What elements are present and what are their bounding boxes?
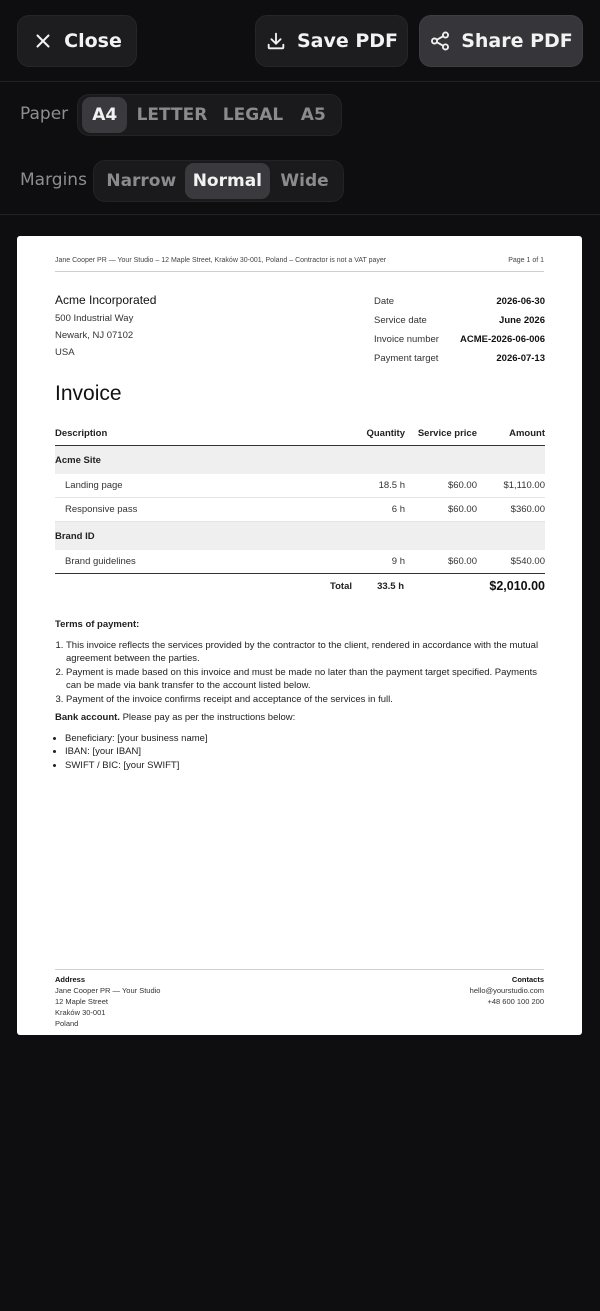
item-amount: $1,110.00 (503, 480, 545, 491)
footer-address-line: Jane Cooper PR — Your Studio (55, 986, 161, 995)
divider (0, 214, 600, 215)
group-header: Acme Site (55, 446, 545, 474)
meta-row-invoice-number (374, 330, 545, 349)
footer-address-title: Address (55, 975, 86, 984)
item-quantity: 6 h (391, 504, 405, 515)
meta-row-service-date (374, 311, 545, 330)
margin-option-narrow[interactable]: Narrow (106, 171, 177, 191)
close-button[interactable] (17, 15, 137, 67)
footer-phone: +48 600 100 200 (487, 997, 544, 1006)
invoice-preview (17, 236, 582, 1035)
table-header (55, 422, 545, 446)
meta-value: ACME-2026-06-006 (459, 334, 545, 345)
paper-size-selector (77, 94, 342, 136)
invoice-meta (374, 292, 545, 368)
footer-address-line: 12 Maple Street (55, 997, 108, 1006)
item-description: Responsive pass (65, 504, 138, 515)
col-amount: Amount (509, 428, 545, 439)
item-description: Landing page (65, 480, 123, 491)
payment-terms (55, 618, 545, 772)
item-price: $60.00 (447, 556, 477, 567)
footer-address-line: Kraków 30-001 (55, 1008, 106, 1017)
col-quantity: Quantity (366, 428, 405, 439)
client-city: Newark, NJ 07102 (55, 330, 134, 341)
item-amount: $360.00 (510, 504, 545, 515)
share-pdf-button[interactable] (419, 15, 583, 67)
page-number: Page 1 of 1 (508, 257, 544, 264)
footer-contacts (470, 974, 544, 1007)
client-address (55, 293, 156, 361)
client-name: Acme Incorporated (55, 293, 157, 307)
margins-label: Margins (20, 170, 87, 190)
meta-value: 2026-07-13 (496, 353, 545, 364)
meta-key: Date (374, 296, 395, 307)
close-icon (32, 30, 54, 52)
save-pdf-label: Save PDF (296, 30, 399, 52)
header-divider (55, 271, 544, 272)
client-country: USA (55, 347, 75, 358)
list-item: • IBAN: [your IBAN] (65, 745, 545, 759)
bank-account (55, 711, 545, 725)
meta-value: 2026-06-30 (496, 296, 545, 307)
meta-value: June 2026 (499, 315, 545, 326)
margin-option-wide[interactable]: Wide (280, 171, 329, 191)
bank-label: Bank account. (55, 712, 120, 723)
line-items-table (55, 422, 545, 598)
save-pdf-button[interactable] (255, 15, 408, 67)
col-price: Service price (417, 428, 477, 439)
list-item: 3. Payment of the invoice confirms receipt and acceptance of the services in full. (66, 693, 545, 707)
paper-option-a5[interactable]: A5 (300, 105, 326, 125)
page-header (55, 257, 544, 264)
footer-address (55, 974, 160, 1029)
client-street: 500 Industrial Way (55, 313, 134, 324)
item-quantity: 9 h (391, 556, 405, 567)
meta-row-payment-target (374, 349, 545, 368)
toolbar (0, 0, 600, 82)
list-item: 2. Payment is made based on this invoice and must be made no later than the payment target specified. Payments can be made via bank transfer to the account listed below. (66, 666, 545, 693)
footer-address-line: Poland (55, 1019, 79, 1028)
total-amount: $2,010.00 (489, 579, 545, 593)
terms-title: Terms of payment: (55, 619, 140, 630)
item-price: $60.00 (447, 480, 477, 491)
table-row (55, 474, 545, 498)
footer-contacts-title: Contacts (511, 975, 544, 984)
paper-option-legal[interactable]: LEGAL (222, 105, 284, 125)
list-item: • SWIFT / BIC: [your SWIFT] (65, 759, 545, 773)
margins-selector (93, 160, 344, 202)
meta-key: Invoice number (374, 334, 439, 345)
item-quantity: 18.5 h (378, 480, 405, 491)
bank-text: Please pay as per the instructions below: (122, 712, 296, 723)
list-item: 1. This invoice reflects the services provided by the contractor to the client, rendered in accordance with the mutual agreement between the parties. (66, 639, 545, 666)
footer-email: hello@yourstudio.com (469, 986, 544, 995)
download-icon (265, 30, 287, 52)
share-icon (429, 30, 451, 52)
total-label: Total (330, 580, 352, 592)
list-item: • Beneficiary: [your business name] (65, 732, 545, 746)
paper-option-letter[interactable]: LETTER (136, 105, 208, 125)
table-row (55, 550, 545, 574)
bank-details-list (55, 732, 545, 773)
meta-key: Payment target (374, 353, 439, 364)
share-pdf-label: Share PDF (461, 30, 573, 52)
item-price: $60.00 (447, 504, 477, 515)
terms-list (55, 639, 545, 707)
item-amount: $540.00 (510, 556, 545, 567)
col-description: Description (55, 428, 108, 439)
margin-option-normal[interactable]: Normal (185, 163, 271, 199)
total-quantity: 33.5 h (377, 580, 404, 592)
paper-label: Paper (20, 104, 69, 124)
paper-option-a4[interactable]: A4 (82, 97, 127, 133)
close-label: Close (64, 30, 122, 52)
total-row (55, 574, 545, 598)
item-description: Brand guidelines (65, 556, 136, 567)
group-header: Brand ID (55, 522, 545, 550)
meta-row-date (374, 292, 545, 311)
invoice-title: Invoice (55, 382, 122, 405)
meta-key: Service date (374, 315, 427, 326)
footer-divider (55, 969, 544, 970)
header-text: Jane Cooper PR — Your Studio – 12 Maple Street, Kraków 30-001, Poland – Contractor is not a VAT payer (55, 257, 387, 264)
table-row (55, 498, 545, 522)
